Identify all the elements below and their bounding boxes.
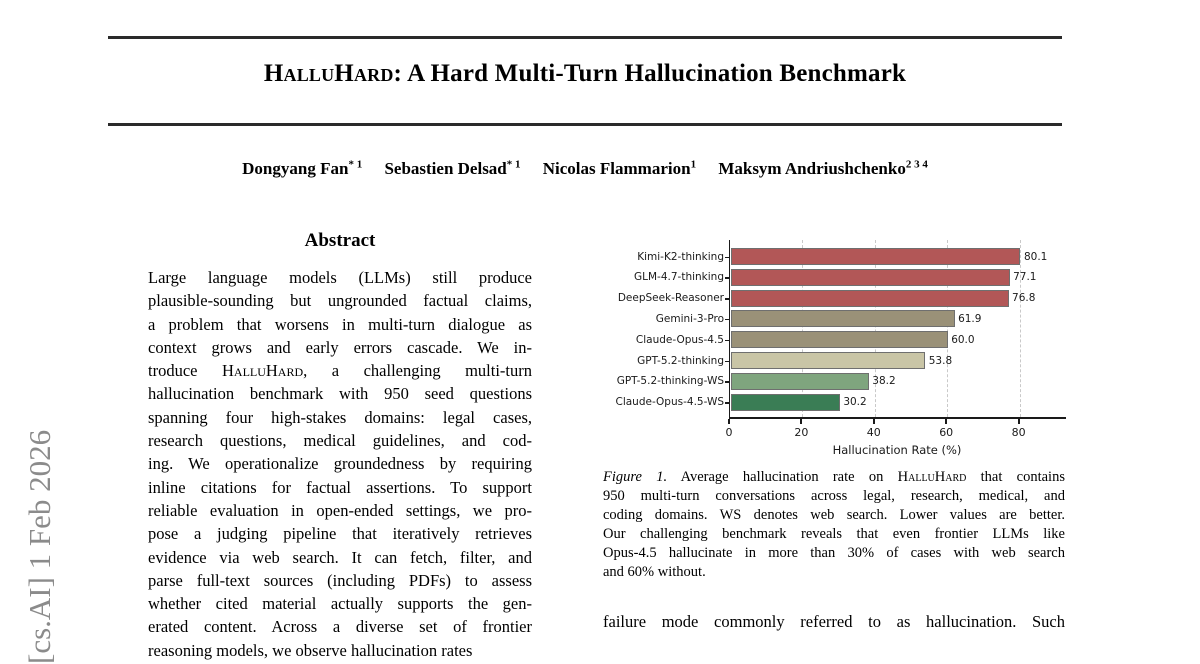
bar-value-label: 61.9 — [958, 312, 982, 325]
author: Sebastien Delsad$^{* 1}$ — [384, 158, 521, 178]
bar-value-label: 76.8 — [1012, 292, 1036, 305]
x-axis-tick — [945, 419, 947, 424]
bar — [731, 331, 948, 348]
author: Maksym Andriushchenko$^{2 3 4}$ — [718, 158, 928, 178]
bar-value-label: 30.2 — [843, 396, 867, 409]
bar-category-label: DeepSeek-Reasoner — [617, 292, 724, 305]
bar — [731, 310, 955, 327]
abstract-line: research questions, medical guidelines, and cod- — [148, 431, 532, 451]
bar-value-label: 53.8 — [928, 354, 953, 367]
x-axis-tick-label: 0 — [725, 426, 733, 439]
author-affiliation: 2 3 4 — [905, 158, 928, 170]
top-rule — [108, 36, 1062, 39]
bar-value-label: 60.0 — [951, 333, 975, 346]
mid-rule — [108, 123, 1062, 126]
bar-value-label: 77.1 — [1013, 271, 1037, 284]
x-axis-tick-label: 80 — [1011, 426, 1026, 439]
bar-category-label: Gemini-3-Pro — [655, 312, 724, 325]
benchmark-name-smallcaps: HalluHard — [221, 361, 304, 381]
page-title — [108, 60, 1062, 88]
x-axis-tick — [728, 419, 730, 424]
bar-category-label: GPT-5.2-thinking — [637, 354, 724, 367]
title-smallcaps: HalluHard — [263, 60, 394, 87]
y-axis-tick — [725, 298, 729, 300]
bar — [731, 290, 1009, 307]
abstract-line: Large language models (LLMs) still produce — [148, 268, 532, 287]
chart-plot-area — [729, 240, 1066, 419]
figure-caption — [603, 468, 1065, 582]
author: Nicolas Flammarion$^1$ — [542, 158, 697, 178]
x-axis-tick-label: 60 — [939, 426, 954, 439]
y-axis-tick — [725, 402, 729, 404]
author: Dongyang Fan$^{* 1}$ — [242, 158, 363, 178]
abstract-line: context grows and early errors cascade. We in- — [148, 337, 532, 357]
bar — [731, 248, 1021, 265]
figure-1-bar-chart — [601, 234, 1065, 460]
author-affiliation: * 1 — [348, 158, 363, 170]
abstract-line: troduce HalluHard, a challenging multi-turn — [148, 361, 532, 381]
y-axis-tick — [725, 319, 729, 321]
x-axis-title: Hallucination Rate (%) — [832, 443, 962, 457]
chart-gridline — [947, 240, 948, 417]
bar-value-label: 80.1 — [1023, 250, 1048, 263]
abstract-line: erated content. Across a diverse set of frontier — [148, 617, 532, 637]
x-axis-tick — [873, 419, 875, 424]
bar-category-label: Claude-Opus-4.5 — [635, 333, 724, 346]
y-axis-tick — [725, 340, 729, 342]
abstract-line: hallucination benchmark with 950 seed questions — [148, 384, 532, 404]
x-axis-tick-label: 20 — [794, 426, 809, 439]
y-axis-tick — [725, 277, 729, 279]
abstract-heading: Abstract — [304, 230, 376, 251]
chart-gridline — [802, 240, 803, 417]
caption-line: Opus-4.5 hallucinate in more than 30% of cases with web search — [603, 545, 1065, 561]
bar — [731, 373, 869, 390]
chart-gridline — [875, 240, 876, 417]
bar — [731, 394, 840, 411]
bar-value-label: 38.2 — [872, 375, 896, 388]
abstract-line: evidence via web search. It can fetch, filter, and — [148, 547, 532, 567]
caption-line: Our challenging benchmark reveals that even frontier LLMs like — [603, 526, 1065, 542]
bar — [731, 352, 926, 369]
bar-category-label: GLM-4.7-thinking — [634, 271, 724, 284]
bar-category-label: GPT-5.2-thinking-WS — [616, 375, 724, 388]
author-affiliation: 1 — [690, 158, 697, 170]
benchmark-name-smallcaps: HalluHard — [897, 469, 967, 485]
chart-gridline — [1020, 240, 1021, 417]
y-axis-tick — [725, 381, 729, 383]
title-rest: : A Hard Multi-Turn Hallucination Benchmark — [393, 60, 907, 87]
abstract-line: reliable evaluation in open-ended settings, we pro- — [148, 500, 532, 520]
abstract-partial-line: reasoning models, we observe hallucination rates — [148, 640, 473, 660]
abstract-section — [148, 230, 532, 662]
body-paragraph-line: failure mode commonly referred to as hallucination. Such — [603, 612, 1065, 631]
abstract-line: parse full-text sources (including PDFs) to assess — [148, 570, 532, 590]
abstract-line: a problem that worsens in multi-turn dialogue as — [148, 314, 532, 334]
abstract-line: ing. We operationalize groundedness by requiring — [148, 454, 532, 474]
x-axis-tick — [800, 419, 802, 424]
x-axis-tick-label: 40 — [866, 426, 881, 439]
abstract-line: spanning four high-stakes domains: legal cases, — [148, 407, 532, 427]
caption-line: 950 multi-turn conversations across legal, research, medical, and — [603, 488, 1065, 504]
abstract-line: pose a judging pipeline that iteratively retrieves — [148, 524, 532, 544]
caption-line: Figure 1. Average hallucination rate on HalluHard that contains — [603, 469, 1065, 485]
bar-category-label: Claude-Opus-4.5-WS — [615, 396, 724, 409]
caption-line: coding domains. WS denotes web search. Lower values are better. — [603, 507, 1065, 523]
author-line — [108, 158, 1062, 179]
abstract-line: whether cited material actually supports the gen- — [148, 594, 532, 614]
caption-line: and 60% without. — [603, 564, 706, 580]
arxiv-watermark: [cs.AI] 1 Feb 2026 — [22, 429, 57, 664]
bar — [731, 269, 1010, 286]
y-axis-tick — [725, 257, 729, 259]
author-affiliation: * 1 — [506, 158, 521, 170]
y-axis-tick — [725, 361, 729, 363]
x-axis-tick — [1018, 419, 1020, 424]
bar-category-label: Kimi-K2-thinking — [637, 250, 724, 263]
abstract-line: inline citations for factual assertions. To support — [148, 477, 532, 497]
figure-label: Figure 1. — [603, 469, 668, 485]
abstract-line: plausible-sounding but ungrounded factual claims, — [148, 291, 532, 311]
